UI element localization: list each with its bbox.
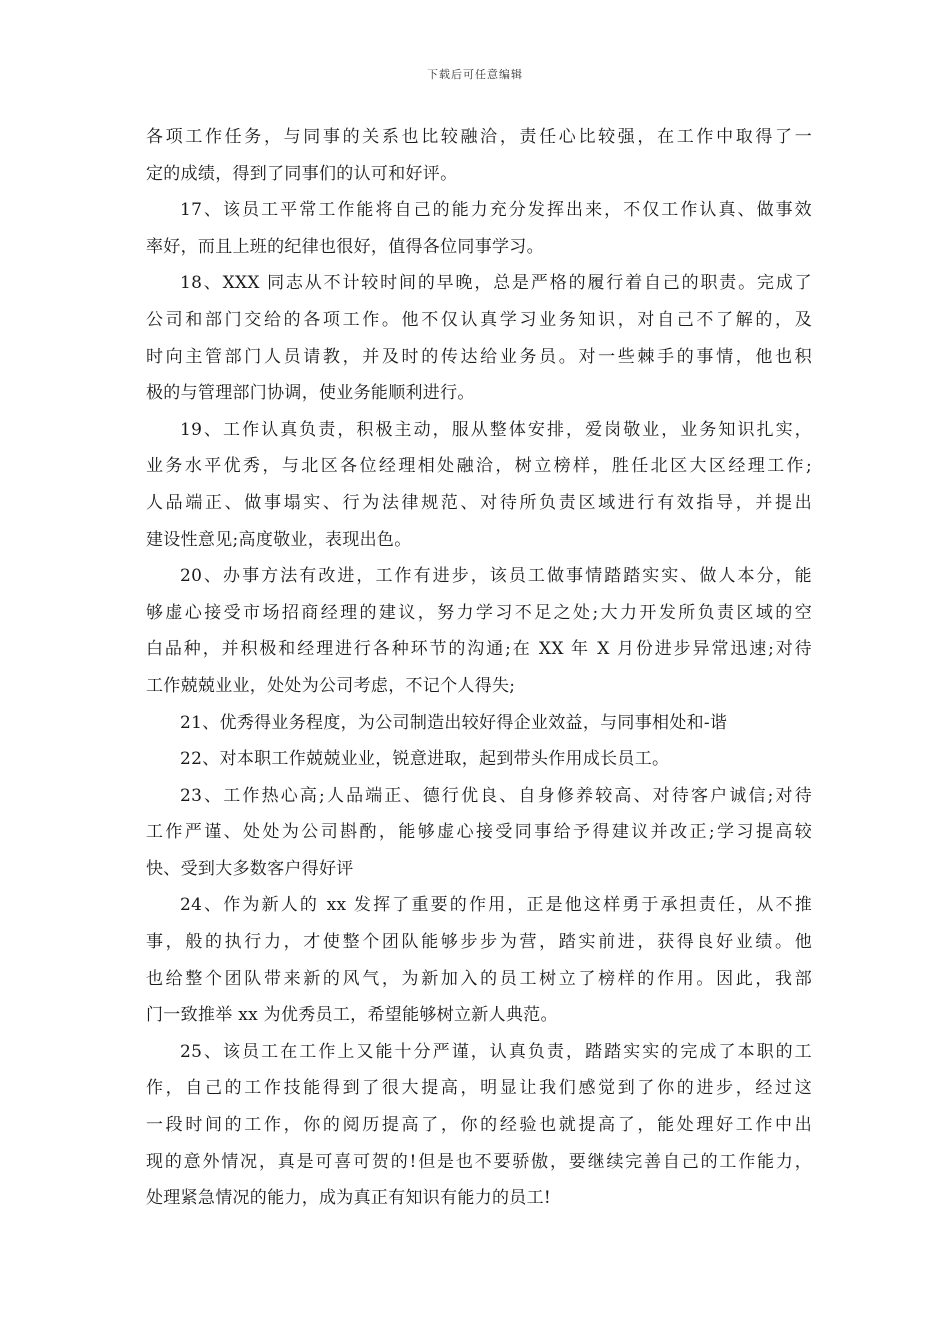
document-line: 23、工作热心高;人品端正、德行优良、自身修养较高、对待客户诚信;对待: [180, 785, 812, 806]
page-header-note: 下载后可任意编辑: [427, 68, 523, 81]
document-line: 人品端正、做事塌实、行为法律规范、对待所负责区域进行有效指导，并提出: [146, 492, 812, 513]
document-line: 一段时间的工作，你的阅历提高了，你的经验也就提高了，能处理好工作中出: [146, 1115, 812, 1136]
document-line: 25、该员工在工作上又能十分严谨，认真负责，踏踏实实的完成了本职的工: [180, 1041, 812, 1062]
document-line: 事，般的执行力，才使整个团队能够步步为营，踏实前进，获得良好业绩。他: [146, 932, 812, 953]
document-line: 率好，而且上班的纪律也很好，值得各位同事学习。: [146, 236, 544, 257]
document-line: 18、XXX 同志从不计较时间的早晚，总是严格的履行着自己的职责。完成了: [180, 273, 812, 294]
document-line: 门一致推举 xx 为优秀员工，希望能够树立新人典范。: [146, 1005, 558, 1026]
document-line: 极的与管理部门协调，使业务能顺利进行。: [146, 383, 475, 404]
document-line: 工作严谨、处处为公司斟酌，能够虚心接受同事给予得建议并改正;学习提高较: [146, 822, 812, 843]
document-line: 时向主管部门人员请教，并及时的传达给业务员。对一些棘手的事情，他也积: [146, 346, 812, 367]
document-line: 也给整个团队带来新的风气，为新加入的员工树立了榜样的作用。因此，我部: [146, 968, 812, 989]
document-line: 公司和部门交给的各项工作。他不仅认真学习业务知识，对自己不了解的，及: [146, 309, 812, 330]
document-line: 建设性意见;高度敬业，表现出色。: [146, 529, 412, 550]
document-line: 定的成绩，得到了同事们的认可和好评。: [146, 163, 458, 184]
document-line: 业务水平优秀，与北区各位经理相处融洽，树立榜样，胜任北区大区经理工作;: [146, 456, 812, 477]
document-line: 工作兢兢业业，处处为公司考虑，不记个人得失;: [146, 675, 516, 696]
document-line: 现的意外情况，真是可喜可贺的!但是也不要骄傲，要继续完善自己的工作能力，: [146, 1151, 812, 1172]
document-line: 20、办事方法有改进，工作有进步，该员工做事情踏踏实实、做人本分，能: [180, 566, 812, 587]
document-line: 快、受到大多数客户得好评: [146, 858, 354, 879]
document-line: 17、该员工平常工作能将自己的能力充分发挥出来，不仅工作认真、做事效: [180, 200, 812, 221]
document-line: 作，自己的工作技能得到了很大提高，明显让我们感觉到了你的进步，经过这: [146, 1078, 812, 1099]
document-body: [146, 119, 812, 1217]
document-line: 19、工作认真负责，积极主动，服从整体安排，爱岗敬业，业务知识扎实，: [180, 419, 812, 440]
document-line: 够虚心接受市场招商经理的建议，努力学习不足之处;大力开发所负责区域的空: [146, 602, 812, 623]
document-line: 21、优秀得业务程度，为公司制造出较好得企业效益，与同事相处和-谐: [180, 712, 728, 733]
document-line: 24、作为新人的 xx 发挥了重要的作用，正是他这样勇于承担责任，从不推: [180, 895, 812, 916]
document-line: 白品种，并积极和经理进行各种环节的沟通;在 XX 年 X 月份进步异常迅速;对待: [146, 639, 812, 660]
document-line: 各项工作任务，与同事的关系也比较融洽，责任心比较强，在工作中取得了一: [146, 127, 812, 147]
document-line: 处理紧急情况的能力，成为真正有知识有能力的员工!: [146, 1188, 552, 1209]
document-line: 22、对本职工作兢兢业业，锐意进取，起到带头作用成长员工。: [180, 749, 670, 770]
